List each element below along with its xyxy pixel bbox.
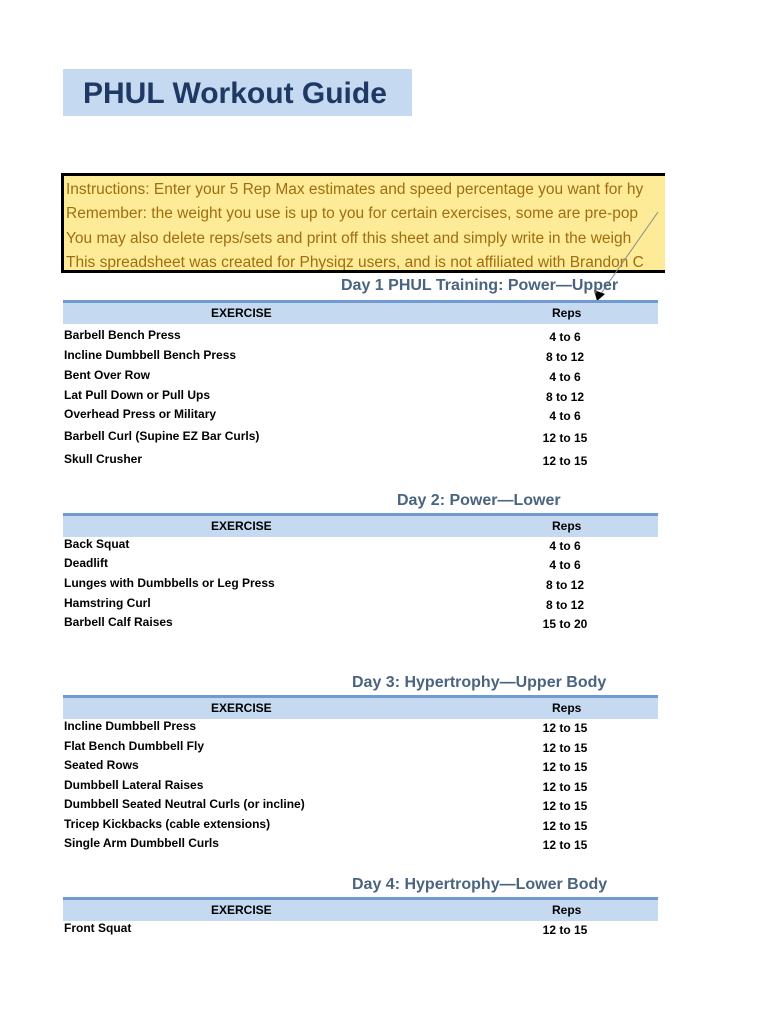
exercise-name: Barbell Calf Raises: [64, 615, 173, 629]
day-1-title: Day 1 PHUL Training: Power—Upper: [341, 277, 619, 294]
day-4-title: Day 4: Hypertrophy—Lower Body: [352, 876, 608, 893]
table-row: [63, 920, 658, 939]
instruction-line: Instructions: Enter your 5 Rep Max estimates and speed percentage you want for hy: [66, 181, 644, 198]
exercise-name: Barbell Curl (Supine EZ Bar Curls): [64, 429, 260, 443]
table-row: [63, 406, 658, 425]
table-header: [63, 695, 658, 719]
table-row: [63, 555, 658, 574]
reps-value: 4 to 6: [549, 539, 581, 553]
reps-value: 12 to 15: [542, 760, 588, 774]
reps-value: 4 to 6: [549, 330, 581, 344]
exercise-name: Front Squat: [64, 921, 132, 935]
exercise-name: Overhead Press or Military: [64, 407, 217, 421]
reps-value: 4 to 6: [549, 409, 581, 423]
reps-value: 8 to 12: [545, 578, 584, 592]
day-3-title: Day 3: Hypertrophy—Upper Body: [352, 674, 607, 691]
reps-value: 12 to 15: [542, 721, 588, 735]
exercise-name: Incline Dumbbell Press: [64, 719, 197, 733]
reps-column-header: Reps: [552, 701, 582, 715]
reps-value: 12 to 15: [542, 431, 588, 445]
exercise-name: Barbell Bench Press: [64, 328, 181, 342]
reps-value: 12 to 15: [542, 741, 588, 755]
table-header: [63, 897, 658, 921]
instruction-line: This spreadsheet was created for Physiqz users, and is not affiliated with Brandon C: [66, 254, 644, 271]
exercise-name: Flat Bench Dumbbell Fly: [64, 739, 205, 753]
exercise-name: Incline Dumbbell Bench Press: [64, 348, 237, 362]
reps-value: 8 to 12: [545, 350, 584, 364]
table-row: [63, 428, 658, 447]
table-row: [63, 347, 658, 366]
table-row: [63, 367, 658, 386]
reps-value: 4 to 6: [549, 558, 581, 572]
exercise-name: Lat Pull Down or Pull Ups: [64, 388, 211, 402]
exercise-name: Back Squat: [64, 537, 130, 551]
reps-value: 8 to 12: [545, 390, 584, 404]
exercise-name: Skull Crusher: [64, 452, 143, 466]
table-row: [63, 816, 658, 835]
exercise-name: Seated Rows: [64, 758, 139, 772]
exercise-column-header: EXERCISE: [211, 701, 272, 715]
table-row: [63, 796, 658, 815]
reps-value: 8 to 12: [545, 598, 584, 612]
table-row: [63, 757, 658, 776]
reps-value: 12 to 15: [542, 780, 588, 794]
exercise-name: Lunges with Dumbbells or Leg Press: [64, 576, 275, 590]
reps-value: 12 to 15: [542, 819, 588, 833]
table-row: [63, 327, 658, 346]
day-2-title: Day 2: Power—Lower: [397, 492, 561, 509]
exercise-name: Bent Over Row: [64, 368, 151, 382]
table-row: [63, 387, 658, 406]
exercise-name: Tricep Kickbacks (cable extensions): [64, 817, 271, 831]
exercise-name: Dumbbell Seated Neutral Curls (or incline): [64, 797, 305, 811]
reps-value: 12 to 15: [542, 454, 588, 468]
exercise-column-header: EXERCISE: [211, 903, 272, 917]
table-row: [63, 777, 658, 796]
reps-value: 15 to 20: [542, 617, 588, 631]
table-header: [63, 513, 658, 537]
exercise-column-header: EXERCISE: [211, 519, 272, 533]
page-title: PHUL Workout Guide: [63, 69, 412, 116]
reps-value: 4 to 6: [549, 370, 581, 384]
reps-value: 12 to 15: [542, 838, 588, 852]
table-row: [63, 575, 658, 594]
exercise-name: Single Arm Dumbbell Curls: [64, 836, 219, 850]
table-row: [63, 595, 658, 614]
table-row: [63, 835, 658, 854]
exercise-name: Deadlift: [64, 556, 109, 570]
table-row: [63, 718, 658, 737]
table-row: [63, 614, 658, 633]
reps-value: 12 to 15: [542, 799, 588, 813]
exercise-name: Dumbbell Lateral Raises: [64, 778, 204, 792]
exercise-name: Hamstring Curl: [64, 596, 151, 610]
exercise-column-header: EXERCISE: [211, 306, 272, 320]
reps-column-header: Reps: [552, 519, 582, 533]
reps-column-header: Reps: [552, 306, 582, 320]
instruction-line: You may also delete reps/sets and print off this sheet and simply write in the weigh: [66, 230, 632, 247]
table-row: [63, 738, 658, 757]
instructions-box[interactable]: [61, 173, 665, 273]
instruction-line: Remember: the weight you use is up to you for certain exercises, some are pre-pop: [66, 205, 639, 222]
table-row: [63, 451, 658, 470]
reps-value: 12 to 15: [542, 923, 588, 937]
table-header: [63, 300, 658, 324]
table-row: [63, 536, 658, 555]
reps-column-header: Reps: [552, 903, 582, 917]
